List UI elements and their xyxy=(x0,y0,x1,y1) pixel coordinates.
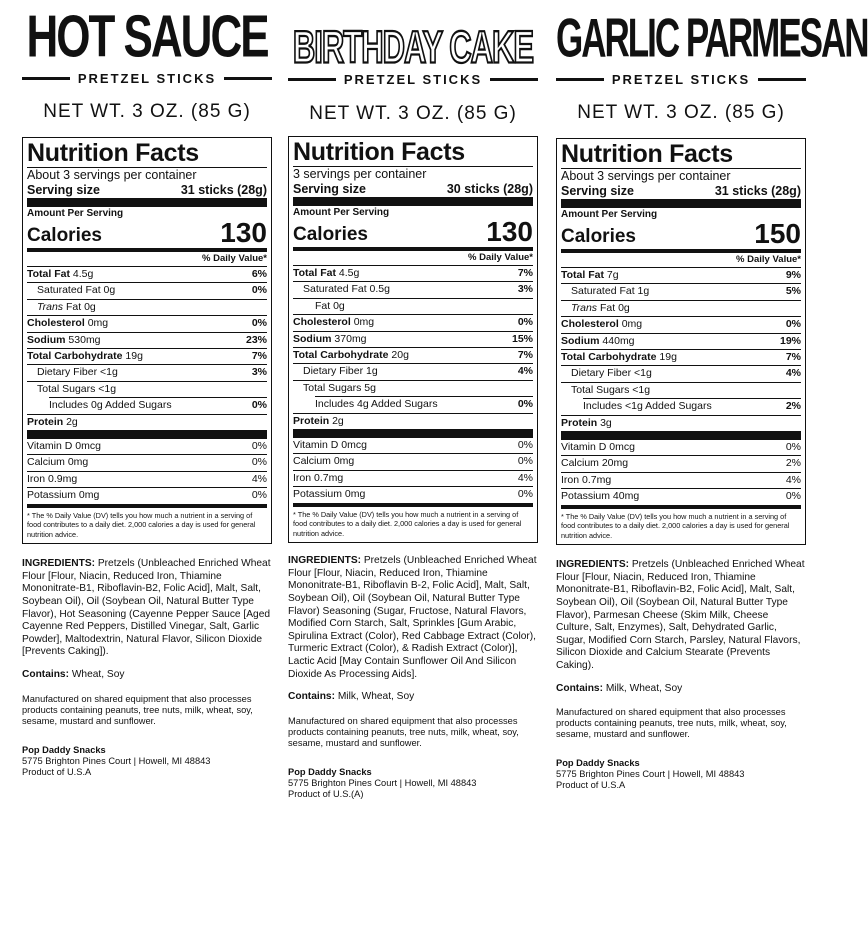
company-address: 5775 Brighton Pines Court | Howell, MI 48843 xyxy=(22,755,211,766)
product-subtitle: PRETZEL STICKS xyxy=(288,72,538,87)
row-total-fat: Total Fat 4.5g 6% xyxy=(27,268,267,280)
row-added-sugars: Includes 4g Added Sugars 0% xyxy=(315,398,533,411)
ingredients: INGREDIENTS: Pretzels (Unbleached Enriched Wheat Flour [Flour, Niacin, Reduced Iron, Thiamine Mononitrate-B1, Riboflavin-B2, Folic Acid], Malt, Salt, Soybean Oil), Oil (Soybean Oil, Natural Butter Type Flavor), Hot Seasoning (Cayenne Pepper Sauce [Aged Cayenne Red Peppers, Distilled Vinegar, Salt, Garlic Powder], Maltodextrin, Natural Flavor, Silicon Dioxide [Prevents Caking]). xyxy=(22,558,271,658)
row-cholesterol: Cholesterol 0mg 0% xyxy=(27,317,267,330)
product-subtitle: PRETZEL STICKS xyxy=(556,72,806,87)
daily-value-header: % Daily Value* xyxy=(736,254,801,265)
row-potassium: Potassium 0mg 0% xyxy=(27,489,267,502)
allergen-contains: Contains: Milk, Wheat, Soy xyxy=(288,691,415,703)
company-address: 5775 Brighton Pines Court | Howell, MI 48843 xyxy=(556,769,745,780)
product-subtitle: PRETZEL STICKS xyxy=(22,71,272,86)
row-total-sugars: Total Sugars <1g xyxy=(571,383,651,396)
servings-per-container: 3 servings per container xyxy=(293,167,427,181)
row-cholesterol: Cholesterol 0mg 0% xyxy=(293,316,533,329)
row-total-sugars: Total Sugars <1g xyxy=(37,382,117,395)
nutrition-facts-heading: Nutrition Facts xyxy=(27,139,199,167)
shared-equipment-notice: Manufactured on shared equipment that also processes products containing peanuts, tree nuts, milk, wheat, soy, sesame, mustard and sunflower. xyxy=(556,707,787,740)
nutrition-facts-panel xyxy=(556,138,806,545)
serving-size: Serving size 31 sticks (28g) xyxy=(27,183,267,197)
row-protein: Protein 3g xyxy=(561,416,612,429)
amount-per-serving: Amount Per Serving xyxy=(293,207,390,218)
row-total-carbohydrate: Total Carbohydrate 19g 7% xyxy=(561,351,801,364)
row-total-sugars: Total Sugars 5g xyxy=(303,381,376,394)
product-title: BIRTHDAY CAKE xyxy=(292,22,534,73)
serving-size: Serving size 30 sticks (28g) xyxy=(293,182,533,196)
panel-garlic-parmesan xyxy=(556,0,868,791)
nutrition-facts-heading: Nutrition Facts xyxy=(293,138,465,166)
manufacturer xyxy=(288,767,538,800)
manufacturer xyxy=(556,758,806,791)
nutrition-facts-heading: Nutrition Facts xyxy=(561,140,733,168)
shared-equipment-notice: Manufactured on shared equipment that also processes products containing peanuts, tree nuts, milk, wheat, soy, sesame, mustard and sunflower. xyxy=(288,715,519,748)
row-dietary-fiber: Dietary Fiber <1g 4% xyxy=(571,367,801,380)
company-name: Pop Daddy Snacks xyxy=(556,758,640,769)
country-of-origin: Product of U.S.A xyxy=(22,766,92,777)
daily-value-header: % Daily Value* xyxy=(468,252,533,263)
row-iron: Iron 0.9mg 4% xyxy=(27,472,267,485)
row-total-carbohydrate: Total Carbohydrate 19g 7% xyxy=(27,350,267,363)
row-calcium: Calcium 0mg 0% xyxy=(293,455,533,468)
panel-hot-sauce xyxy=(22,0,272,778)
row-total-fat: Total Fat 7g 9% xyxy=(561,269,801,281)
allergen-contains: Contains: Wheat, Soy xyxy=(22,668,125,680)
net-weight: NET WT. 3 OZ. (85 G) xyxy=(309,103,517,124)
product-title: GARLIC PARMESAN xyxy=(556,8,868,69)
panel-birthday-cake xyxy=(288,0,538,800)
row-sodium: Sodium 440mg 19% xyxy=(561,334,801,347)
row-calcium: Calcium 0mg 0% xyxy=(27,456,267,469)
row-calcium: Calcium 20mg 2% xyxy=(561,457,801,470)
daily-value-header: % Daily Value* xyxy=(202,253,267,264)
ingredients: INGREDIENTS: Pretzels (Unbleached Enriched Wheat Flour [Flour, Niacin, Reduced Iron, Thiamine Mononitrate-B1, Riboflavin B-2, Folic Acid], Malt, Salt, Soybean Oil), Oil (Soybean Oil, Natural Butter Type Flavor) Seasoning (Sugar, Fructose, Natural Flavors, Modified Corn Starch, Salt, Sprinkles [Gum Arabic, Spirulina Extract (Color), Red Cabbage Extract (Color), Turmeric Extract (Color), & Radish Extract (Color)], Lactic Acid [May Contain Sunflower Oil And Silicon Dioxide As Processing Aids]. xyxy=(288,555,537,680)
nutrition-facts-panel xyxy=(22,137,272,544)
net-weight: NET WT. 3 OZ. (85 G) xyxy=(577,102,785,123)
product-title: HOT SAUCE xyxy=(26,3,268,71)
ingredients: INGREDIENTS: Pretzels (Unbleached Enriched Wheat Flour [Flour, Niacin, Reduced Iron, Thiamine Mononitrate-B1, Riboflavin-B2, Folic Acid], Malt, Salt, Soybean Oil), Oil (Soybean Oil, Natural Butter Type Flavor), Parmesan Cheese (Skim Milk, Cheese Culture, Salt, Enzymes), Salt, Dehydrated Garlic, Sugar, Modified Corn Starch, Parsley, Natural Flavors, Silicon Dioxide and Calcium Stearate (Prevents Caking). xyxy=(556,559,805,671)
row-vitamin-d: Vitamin D 0mcg 0% xyxy=(293,439,533,452)
row-saturated-fat: Saturated Fat 0g 0% xyxy=(37,284,267,297)
allergen-contains: Contains: Milk, Wheat, Soy xyxy=(556,682,683,694)
row-vitamin-d: Vitamin D 0mcg 0% xyxy=(27,440,267,453)
calories-row: Calories 130 xyxy=(27,217,267,248)
amount-per-serving: Amount Per Serving xyxy=(561,209,658,220)
shared-equipment-notice: Manufactured on shared equipment that also processes products containing peanuts, tree nuts, milk, wheat, soy, sesame, mustard and sunflower. xyxy=(22,693,253,726)
manufacturer xyxy=(22,745,272,778)
serving-size: Serving size 31 sticks (28g) xyxy=(561,184,801,198)
row-added-sugars: Includes <1g Added Sugars 2% xyxy=(583,400,801,413)
calories-row: Calories 130 xyxy=(293,216,533,247)
row-dietary-fiber: Dietary Fiber <1g 3% xyxy=(37,366,267,379)
row-iron: Iron 0.7mg 4% xyxy=(293,471,533,484)
row-trans-fat: Trans Fat 0g xyxy=(37,300,96,313)
row-saturated-fat: Saturated Fat 0.5g 3% xyxy=(303,283,533,296)
nutrition-footnote: * The % Daily Value (DV) tells you how much a nutrient in a serving of food contributes to a daily diet. 2,000 calories a day is used for general nutrition advice. xyxy=(27,510,256,539)
servings-per-container: About 3 servings per container xyxy=(561,169,731,183)
nutrition-footnote: * The % Daily Value (DV) tells you how much a nutrient in a serving of food contributes to a daily diet. 2,000 calories a day is used for general nutrition advice. xyxy=(561,511,790,540)
row-added-sugars: Includes 0g Added Sugars 0% xyxy=(49,399,267,412)
country-of-origin: Product of U.S.(A) xyxy=(288,788,364,799)
company-name: Pop Daddy Snacks xyxy=(22,744,106,755)
row-total-carbohydrate: Total Carbohydrate 20g 7% xyxy=(293,349,533,362)
row-sodium: Sodium 530mg 23% xyxy=(27,333,267,346)
row-trans-fat: Fat 0g xyxy=(315,299,345,312)
row-total-fat: Total Fat 4.5g 7% xyxy=(293,267,533,279)
calories-row: Calories 150 xyxy=(561,218,801,249)
company-address: 5775 Brighton Pines Court | Howell, MI 48843 xyxy=(288,777,477,788)
row-potassium: Potassium 40mg 0% xyxy=(561,490,801,503)
amount-per-serving: Amount Per Serving xyxy=(27,208,124,219)
country-of-origin: Product of U.S.A xyxy=(556,780,626,791)
nutrition-footnote: * The % Daily Value (DV) tells you how much a nutrient in a serving of food contributes to a daily diet. 2,000 calories a day is used for general nutrition advice. xyxy=(293,509,522,538)
servings-per-container: About 3 servings per container xyxy=(27,168,197,182)
company-name: Pop Daddy Snacks xyxy=(288,766,372,777)
row-iron: Iron 0.7mg 4% xyxy=(561,473,801,486)
nutrition-facts-panel xyxy=(288,136,538,543)
row-protein: Protein 2g xyxy=(27,415,78,428)
row-saturated-fat: Saturated Fat 1g 5% xyxy=(571,285,801,298)
row-vitamin-d: Vitamin D 0mcg 0% xyxy=(561,441,801,454)
net-weight: NET WT. 3 OZ. (85 G) xyxy=(43,101,251,122)
row-potassium: Potassium 0mg 0% xyxy=(293,488,533,501)
row-protein: Protein 2g xyxy=(293,414,344,427)
row-sodium: Sodium 370mg 15% xyxy=(293,332,533,345)
row-dietary-fiber: Dietary Fiber 1g 4% xyxy=(303,365,533,378)
row-cholesterol: Cholesterol 0mg 0% xyxy=(561,318,801,331)
row-trans-fat: Trans Fat 0g xyxy=(571,301,630,314)
